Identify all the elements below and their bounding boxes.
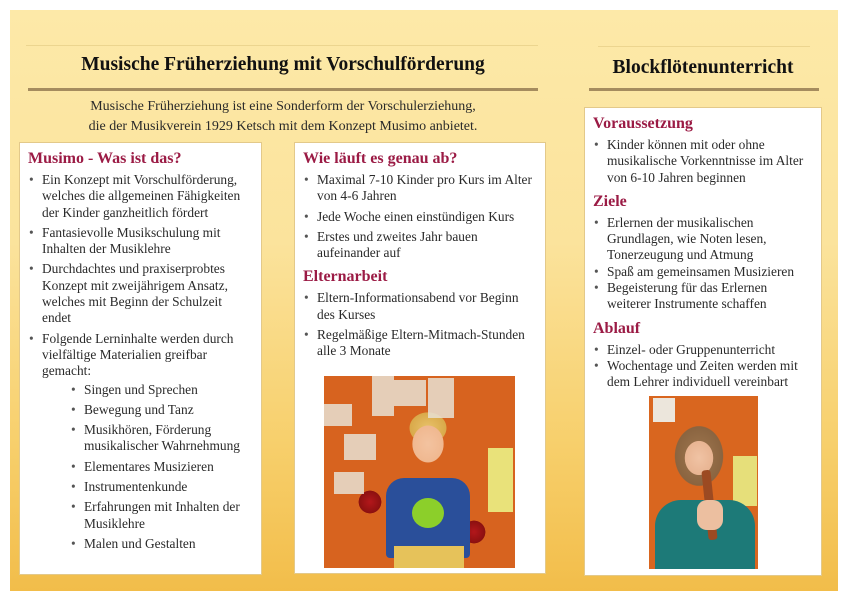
sub-list-item: • Malen und Gestalten: [70, 536, 253, 552]
title-rule-right: [589, 88, 819, 91]
top-rule-left: [26, 45, 538, 46]
list-item: • Einzel- oder Gruppenunterricht: [593, 342, 813, 358]
list-item: • Begeisterung für das Erlernen weiterer Instrumente schaffen: [593, 280, 813, 313]
sub-list-item: • Instrumentenkunde: [70, 479, 253, 495]
elternarbeit-list: [303, 290, 537, 359]
list-item: • Spaß am gemeinsamen Musizieren: [593, 264, 813, 280]
ziele-list: [593, 215, 813, 313]
photo-boy-with-maracas: [324, 376, 515, 568]
wall-poster: [394, 380, 426, 406]
list-item: • Eltern-Informationsabend vor Beginn des Kurses: [303, 290, 537, 323]
wall-poster: [428, 378, 454, 418]
sub-list-item: • Singen und Sprechen: [70, 382, 253, 398]
musimo-list: [28, 172, 253, 552]
list-item: • Wochentage und Zeiten werden mit dem Lehrer individuell vereinbart: [593, 358, 813, 391]
elternarbeit-heading: Elternarbeit: [303, 268, 388, 286]
sub-list-item: • Musikhören, Förderung musikalischer Wahrnehmung: [70, 422, 253, 455]
intro-line-2: die der Musikverein 1929 Ketsch mit dem Konzept Musimo anbietet.: [88, 119, 478, 134]
sub-list-item: • Elementares Musizieren: [70, 459, 253, 475]
ziele-heading: Ziele: [593, 192, 627, 210]
hands: [697, 500, 723, 530]
sub-list-item: • Bewegung und Tanz: [70, 402, 253, 418]
yellow-pants: [394, 546, 464, 568]
yellow-poster: [488, 448, 513, 512]
side-title: Blockflötenunterricht: [612, 57, 794, 78]
intro-line-1: Musische Früherziehung ist eine Sonderform der Vorschulerziehung,: [90, 99, 476, 114]
list-item: • Ein Konzept mit Vorschulförderung, welches die allgemeinen Fähigkeiten der Kinder ganzheitlich fördert: [28, 172, 253, 221]
wall-poster: [334, 472, 364, 494]
list-item: [28, 331, 253, 553]
list-item: • Erlernen der musikalischen Grundlagen, wie Noten lesen, Tonerzeugung und Atmung: [593, 215, 813, 264]
voraussetzung-list: [593, 137, 813, 186]
wall-poster: [344, 434, 376, 460]
ablauf-heading: Ablauf: [593, 319, 641, 337]
musimo-heading: Musimo - Was ist das?: [28, 150, 182, 167]
list-item: • Jede Woche einen einstündigen Kurs: [303, 209, 537, 225]
ablauf-heading: Wie läuft es genau ab?: [303, 150, 458, 167]
ablauf-list: [303, 172, 537, 261]
sub-list-item: • Erfahrungen mit Inhalten der Musiklehre: [70, 499, 253, 532]
wall-poster: [324, 404, 352, 426]
lerninhalte-sublist: [70, 382, 253, 553]
voraussetzung-heading: Voraussetzung: [593, 115, 693, 132]
list-item: • Durchdachtes und praxiserprobtes Konzept mit zweijährigem Ansatz, welches mit Beginn der Schulzeit endet: [28, 261, 253, 326]
title-rule-left: [28, 88, 538, 91]
ablauf-list: [593, 342, 813, 391]
list-item: • Erstes und zweites Jahr bauen aufeinander auf: [303, 229, 537, 262]
list-item: • Maximal 7-10 Kinder pro Kurs im Alter von 4-6 Jahren: [303, 172, 537, 205]
musimo-card: [19, 142, 262, 575]
top-rule-right: [598, 46, 810, 47]
shirt-monster-print: [412, 498, 444, 528]
wall-poster: [653, 398, 675, 422]
yellow-poster: [733, 456, 757, 506]
list-item: • Kinder können mit oder ohne musikalische Vorkenntnisse im Alter von 6-10 Jahren beginnen: [593, 137, 813, 186]
photo-girl-with-recorder: [649, 396, 758, 569]
list-item-text: Folgende Lerninhalte werden durch vielfältige Materialien greifbar gemacht:: [42, 330, 234, 379]
list-item: • Regelmäßige Eltern-Mitmach-Stunden alle 3 Monate: [303, 327, 537, 360]
intro-text: [28, 97, 538, 137]
list-item: • Fantasievolle Musikschulung mit Inhalten der Musiklehre: [28, 225, 253, 258]
wall-poster: [372, 376, 394, 416]
main-title: Musische Früherziehung mit Vorschulförderung: [81, 54, 485, 75]
